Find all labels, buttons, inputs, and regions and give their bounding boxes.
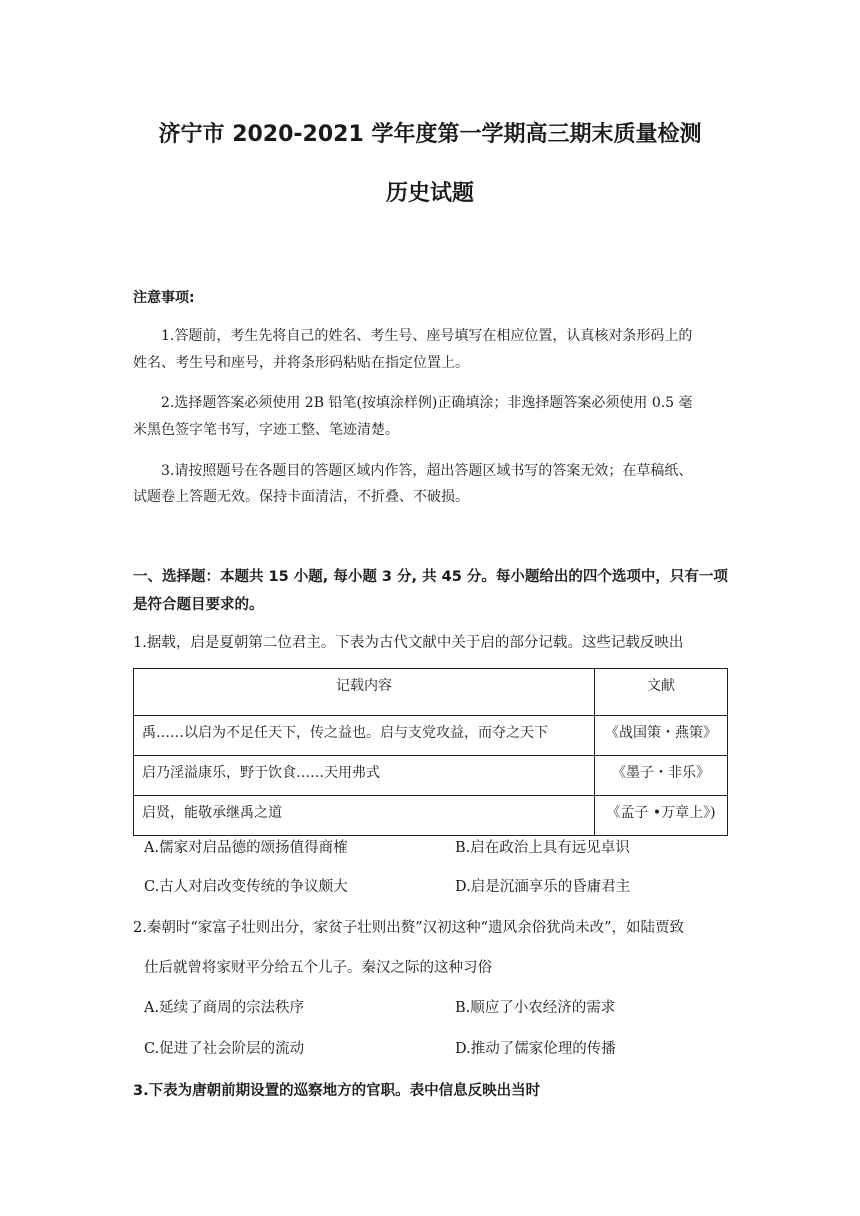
table-cell-source: 《战国策・燕策》 <box>595 716 728 756</box>
table-header-row <box>134 669 728 716</box>
question-2-option-d: D.推动了儒家伦理的传播 <box>455 1041 616 1057</box>
table-row <box>134 716 728 756</box>
question-1-option-d: D.启是沉湎享乐的昏庸君主 <box>455 879 631 895</box>
notice-item-3-line-2: 试题卷上答题无效。保持卡面清洁，不折叠、不破损。 <box>133 489 469 505</box>
notice-item-1-line-2: 姓名、考生号和座号，并将条形码粘贴在指定位置上。 <box>133 355 469 371</box>
question-1-option-a: A.儒家对启品德的颂扬值得商榷 <box>144 840 348 856</box>
table-header-content: 记载内容 <box>134 669 595 716</box>
section-heading-line-1: 一、选择题：本题共 15 小题, 每小题 3 分, 共 45 分。每小题给出的四个选项中，只有一项 <box>133 569 728 585</box>
table-header-source: 文献 <box>595 669 728 716</box>
table-cell-content: 禹……以启为不足任天下，传之益也。启与支党攻益，而夺之天下 <box>134 716 595 756</box>
question-1-table <box>133 668 728 836</box>
question-2-option-c: C.促进了社会阶层的流动 <box>144 1041 305 1057</box>
exam-title: 济宁市 2020-2021 学年度第一学期高三期末质量检测 <box>158 122 702 147</box>
notice-item-1-line-1: 1.答题前，考生先将自己的姓名、考生号、座号填写在相应位置，认真核对条形码上的 <box>161 328 693 344</box>
section-heading-line-2: 是符合题目要求的。 <box>133 597 264 613</box>
question-1-option-b: B.启在政治上具有远见卓识 <box>455 840 630 856</box>
question-2-stem-line-1: 2.秦朝时“家富子壮则出分，家贫子壮则出赘”汉初这种“遗风余俗犹尚未改”，如陆贾致 <box>133 920 684 936</box>
table-cell-content: 启贤，能敬承继禹之道 <box>134 796 595 836</box>
notice-item-2-line-2: 米黑色签字笔书写，字迹工整、笔迹清楚。 <box>133 422 399 438</box>
question-2-stem-line-2: 仕后就曾将家财平分给五个儿子。秦汉之际的这种习俗 <box>144 960 492 976</box>
question-2-option-b: B.顺应了小农经济的需求 <box>455 1000 616 1016</box>
table-cell-source: 《墨子・非乐》 <box>595 756 728 796</box>
question-1-stem: 1.据载，启是夏朝第二位君主。下表为古代文献中关于启的部分记载。这些记载反映出 <box>133 635 684 651</box>
notice-item-2-line-1: 2.选择题答案必须使用 2B 铅笔(按填涂样例)正确填涂；非逸择题答案必须使用 0.5 毫 <box>161 395 693 411</box>
table-row <box>134 796 728 836</box>
notice-heading: 注意事项: <box>133 290 195 306</box>
table-row <box>134 756 728 796</box>
question-2-option-a: A.延续了商周的宗法秩序 <box>144 1000 305 1016</box>
table-cell-source: 《孟子 •万章上》) <box>595 796 728 836</box>
question-3-stem: 3.下表为唐朝前期设置的巡察地方的官职。表中信息反映出当时 <box>133 1083 541 1099</box>
table-cell-content: 启乃淫溢康乐，野于饮食……天用弗式 <box>134 756 595 796</box>
notice-item-3-line-1: 3.请按照题号在各题目的答题区域内作答，超出答题区域书写的答案无效；在草稿纸、 <box>161 463 693 479</box>
exam-subtitle: 历史试题 <box>385 181 474 206</box>
question-1-option-c: C.古人对启改变传统的争议颇大 <box>144 879 348 895</box>
